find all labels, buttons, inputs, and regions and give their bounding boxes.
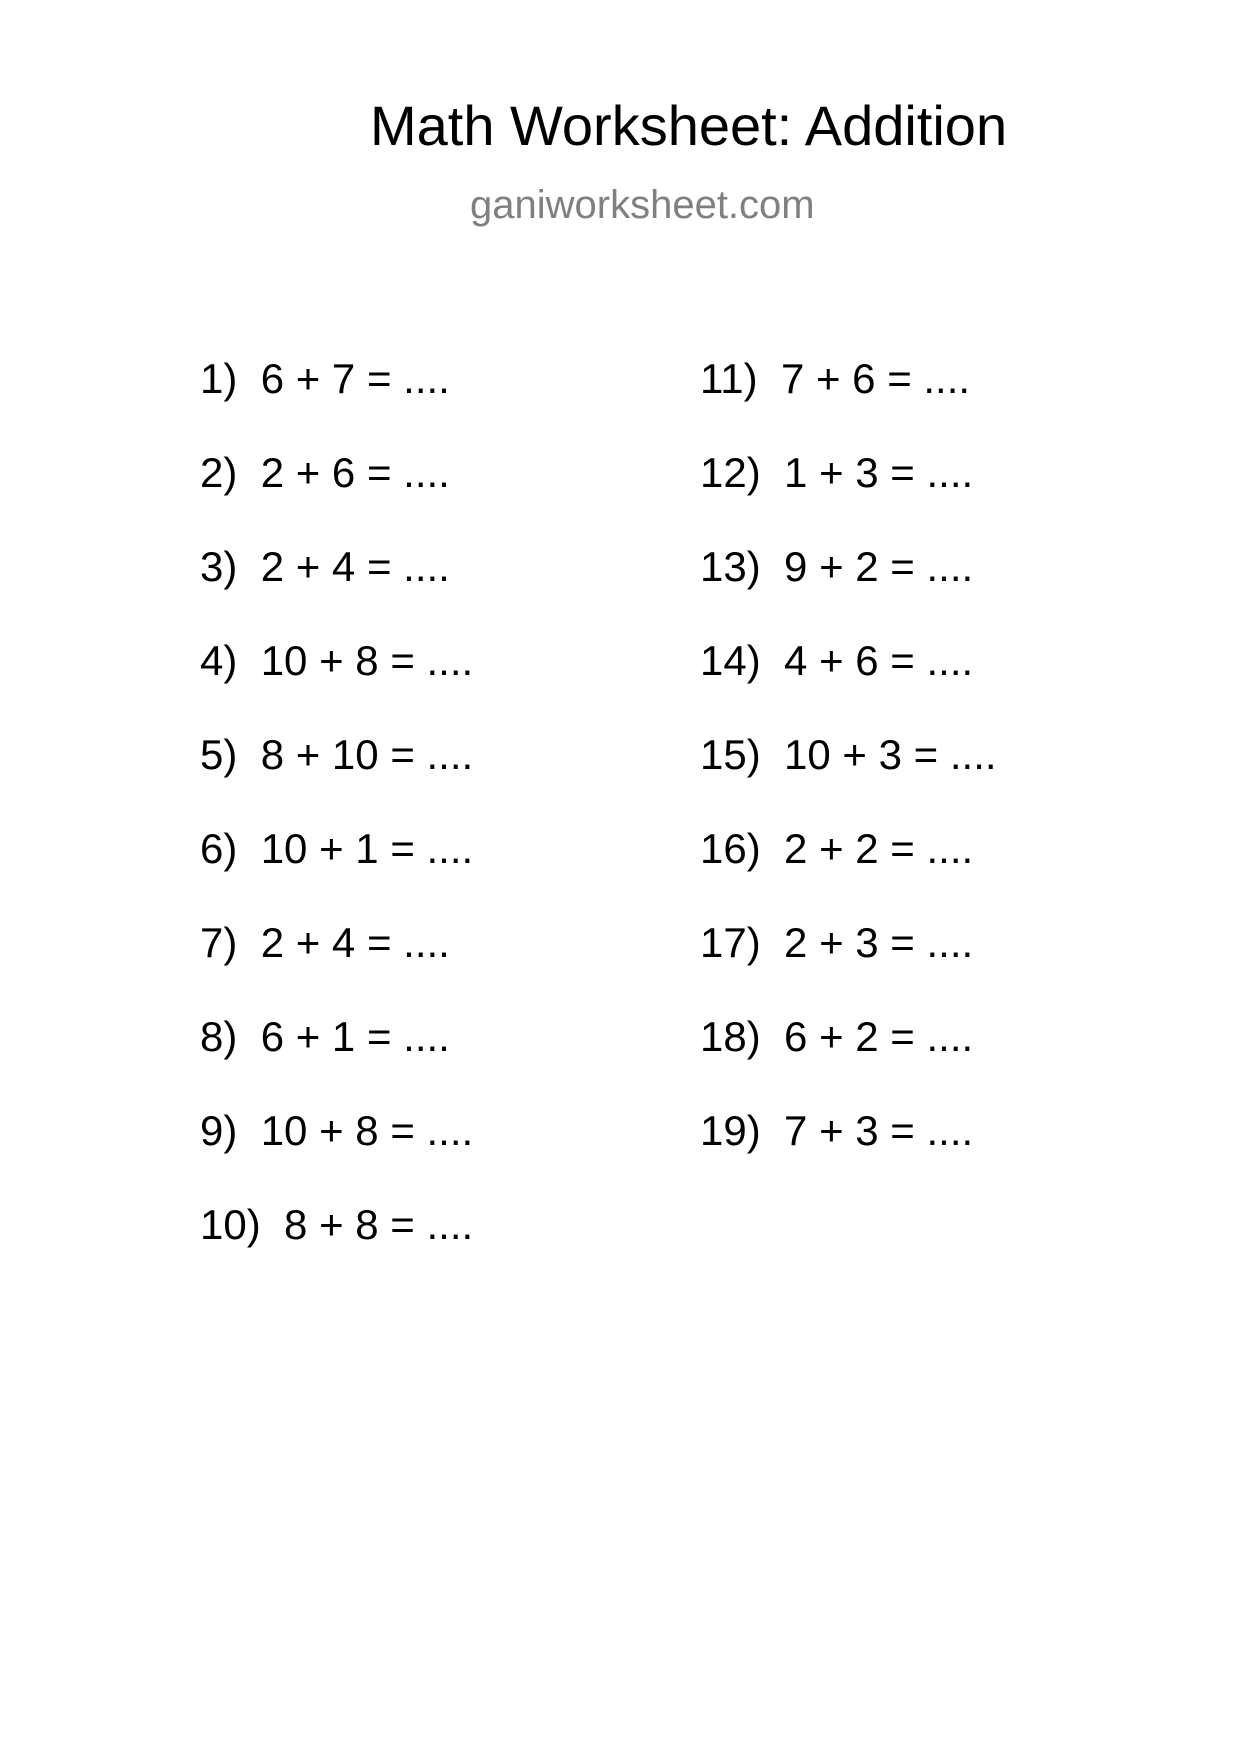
problem-number: 10): [200, 1201, 261, 1248]
problem-expression: 9 + 2 = ....: [784, 543, 974, 590]
problem-expression: 2 + 6 = ....: [260, 449, 450, 496]
site-name: ganiworksheet.com: [470, 183, 815, 227]
worksheet-title: Math Worksheet: Addition: [370, 94, 1008, 157]
problem-number: 13): [700, 543, 761, 590]
problem-number: 2): [200, 449, 238, 496]
problem-number: 15): [700, 731, 761, 778]
problem-expression: 8 + 10 = ....: [260, 731, 474, 778]
problem-expression: 4 + 6 = ....: [784, 637, 974, 684]
problem-number: 1): [200, 355, 238, 402]
problem-expression: 2 + 2 = ....: [784, 825, 974, 872]
problem-number: 12): [700, 449, 761, 496]
problem-item: [200, 637, 474, 684]
problem-expression: 2 + 3 = ....: [784, 919, 974, 966]
problem-item: [200, 825, 474, 872]
problem-expression: 10 + 3 = ....: [784, 731, 997, 778]
problem-expression: 10 + 8 = ....: [260, 637, 474, 684]
problem-item: [200, 1201, 474, 1248]
problem-number: 16): [700, 825, 761, 872]
problem-expression: 8 + 8 = ....: [284, 1201, 474, 1248]
problem-number: 19): [700, 1107, 761, 1154]
problem-item: [700, 1013, 974, 1060]
problem-number: 17): [700, 919, 761, 966]
problem-item: [200, 1013, 450, 1060]
problem-expression: 2 + 4 = ....: [260, 543, 450, 590]
problem-expression: 6 + 7 = ....: [260, 355, 450, 402]
problem-expression: 7 + 6 = ....: [780, 355, 971, 402]
problem-item: [700, 543, 974, 590]
problem-expression: 7 + 3 = ....: [784, 1107, 974, 1154]
problem-item: [700, 825, 974, 872]
problem-number: 7): [200, 919, 238, 966]
problem-item: [700, 449, 974, 496]
problem-number: 3): [200, 543, 238, 590]
problem-number: 5): [200, 731, 238, 778]
problem-expression: 1 + 3 = ....: [784, 449, 974, 496]
problem-expression: 6 + 2 = ....: [784, 1013, 974, 1060]
problem-item: [700, 919, 974, 966]
problem-number: 9): [200, 1107, 238, 1154]
problem-expression: 6 + 1 = ....: [260, 1013, 450, 1060]
problem-expression: 2 + 4 = ....: [260, 919, 450, 966]
problem-expression: 10 + 8 = ....: [260, 1107, 474, 1154]
problem-item: [200, 543, 450, 590]
problem-item: [200, 355, 450, 402]
problem-expression: 10 + 1 = ....: [260, 825, 474, 872]
problem-item: [200, 919, 450, 966]
problem-item: [200, 731, 474, 778]
problem-item: [700, 1107, 974, 1154]
problem-item: [200, 1107, 474, 1154]
problem-number: 4): [200, 637, 238, 684]
problem-number: 14): [700, 637, 761, 684]
problem-item: [700, 355, 971, 402]
problem-number: 11): [700, 355, 758, 402]
problem-number: 8): [200, 1013, 238, 1060]
problem-number: 18): [700, 1013, 761, 1060]
problem-item: [700, 637, 974, 684]
problem-item: [700, 731, 997, 778]
problem-number: 6): [200, 825, 238, 872]
problem-item: [200, 449, 450, 496]
